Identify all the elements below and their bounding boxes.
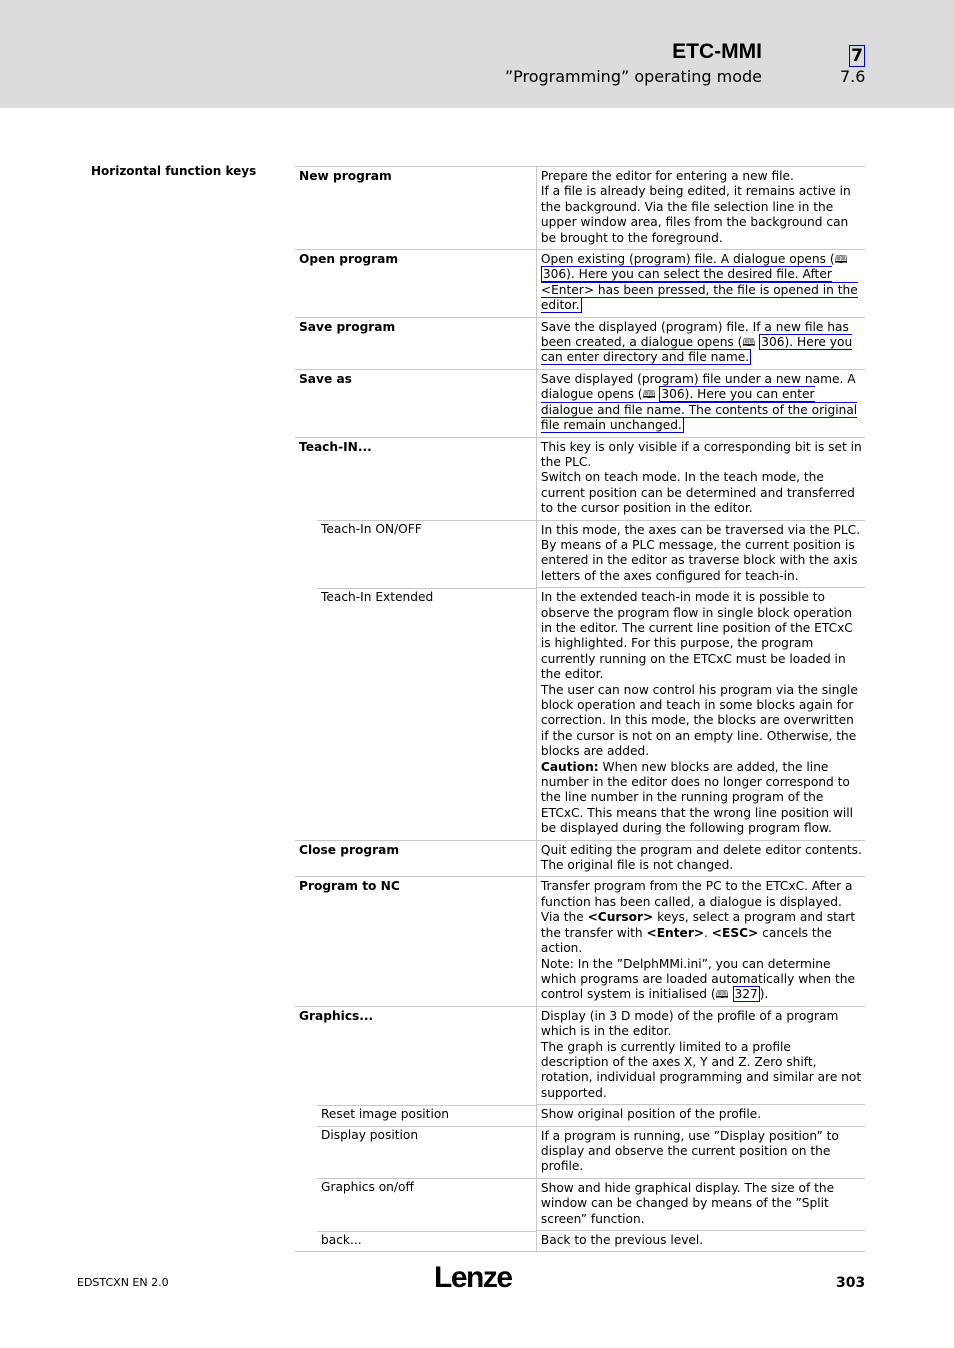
page-reference-link[interactable]: 306). Here you can select the desired file. After <Enter> has been pressed, the file is opened in the editor.	[540, 267, 858, 313]
book-icon: 🕮	[742, 336, 756, 350]
function-key-table	[295, 166, 865, 1252]
key-name: Teach-In ON/OFF	[295, 520, 536, 588]
key-name: Program to NC	[295, 877, 536, 1006]
table-row	[295, 840, 865, 877]
key-name: Close program	[295, 840, 536, 877]
table-row	[295, 317, 865, 369]
key-name: Reset image position	[295, 1105, 536, 1126]
document-id: EDSTCXN EN 2.0	[77, 1276, 169, 1289]
table-row	[295, 167, 865, 250]
header-title: ETC-MMI	[672, 40, 762, 63]
key-name: Open program	[295, 250, 536, 318]
side-label: Horizontal function keys	[91, 164, 257, 178]
key-description: Transfer program from the PC to the ETCxC. After a function has been called, a dialogue is displayed. Via the <Cursor> keys, select a program and start the transfer with <Enter>. <ESC> cancels the action. Note: In the ”DelphMMi.ini”, you can determine which programs are loaded automatically when the control system is initialised (🕮 327 ).	[536, 877, 865, 1006]
key-name: Graphics on/off	[295, 1178, 536, 1230]
key-description: If a program is running, use ”Display position” to display and observe the current position on the profile.	[536, 1126, 865, 1178]
table-row	[295, 877, 865, 1006]
page-number: 303	[836, 1275, 866, 1291]
key-name: Teach-In Extended	[295, 588, 536, 841]
book-icon: 🕮	[715, 988, 729, 1002]
page-reference-link[interactable]: 306). Here you can enter dialogue and file name. The contents of the original file remain unchanged.	[540, 387, 858, 433]
key-description: In the extended teach-in mode it is possible to observe the program flow in single block operation in the editor. The current line position of the ETCxC is highlighted. For this purpose, the program currently running on the ETCxC must be loaded in the editor. The user can now control his program via the single block operation and teach in some blocks again for correction. In this mode, the blocks are overwritten if the cursor is not on an empty line. Otherwise, the blocks are added. Caution: When new blocks are added, the line number in the editor does no longer correspond to the line number in the running program of the ETCxC. This means that the wrong line position will be displayed during the following program flow.	[536, 588, 865, 841]
key-description: Display (in 3 D mode) of the profile of a program which is in the editor. The graph is currently limited to a profile description of the axes X, Y and Z. Zero shift, rotation, individual programming and similar are not supported.	[536, 1006, 865, 1104]
chapter-link[interactable]: 7	[849, 45, 865, 67]
table-row	[295, 369, 865, 437]
key-name: New program	[295, 167, 536, 250]
key-description: Save displayed (program) file under a new name. A dialogue opens (🕮 306). Here you can enter dialogue and file name. The contents of the original file remain unchanged.	[536, 369, 865, 437]
table-row	[295, 1126, 865, 1178]
key-name: back...	[295, 1231, 536, 1252]
table-row	[295, 437, 865, 520]
key-description: Prepare the editor for entering a new file. If a file is already being edited, it remains active in the background. Via the file selection line in the upper window area, files from the background can be brought to the foreground.	[536, 167, 865, 250]
key-description: Show and hide graphical display. The size of the window can be changed by means of the ”Split screen” function.	[536, 1178, 865, 1230]
section-number: 7.6	[840, 67, 866, 86]
caution-label: Caution:	[540, 759, 599, 774]
key-description: Show original position of the profile.	[536, 1105, 865, 1126]
key-name: Graphics...	[295, 1006, 536, 1104]
page-reference-link[interactable]: 306). Here you can enter directory and file name.	[540, 335, 853, 365]
table-row	[295, 1105, 865, 1126]
table-row	[295, 520, 865, 588]
key-description: Back to the previous level.	[536, 1231, 865, 1252]
key-description: Quit editing the program and delete editor contents. The original file is not changed.	[536, 840, 865, 877]
page-header	[0, 0, 954, 108]
book-icon: 🕮	[642, 388, 656, 402]
table-row	[295, 1006, 865, 1104]
key-name: Teach-IN...	[295, 437, 536, 520]
page-reference-link[interactable]: 327	[734, 987, 758, 1002]
book-icon: 🕮	[834, 253, 848, 267]
table-row	[295, 588, 865, 841]
key-name: Save as	[295, 369, 536, 437]
key-name: Display position	[295, 1126, 536, 1178]
header-subtitle: ”Programming” operating mode	[504, 67, 762, 86]
table-row	[295, 1231, 865, 1252]
table-row	[295, 1178, 865, 1230]
key-description: Save the displayed (program) file. If a new file has been created, a dialogue opens (🕮 306). Here you can enter directory and file name.	[536, 317, 865, 369]
table-row	[295, 250, 865, 318]
key-description: In this mode, the axes can be traversed via the PLC. By means of a PLC message, the current position is entered in the editor as traverse block with the axis letters of the axes configured for teach-in.	[536, 520, 865, 588]
key-description: This key is only visible if a corresponding bit is set in the PLC. Switch on teach mode. In the teach mode, the current position can be determined and transferred to the cursor position in the editor.	[536, 437, 865, 520]
key-description: Open existing (program) file. A dialogue opens (🕮 306). Here you can select the desired file. After <Enter> has been pressed, the file is opened in the editor.	[536, 250, 865, 318]
key-name: Save program	[295, 317, 536, 369]
lenze-logo: Lenze	[434, 1261, 512, 1294]
